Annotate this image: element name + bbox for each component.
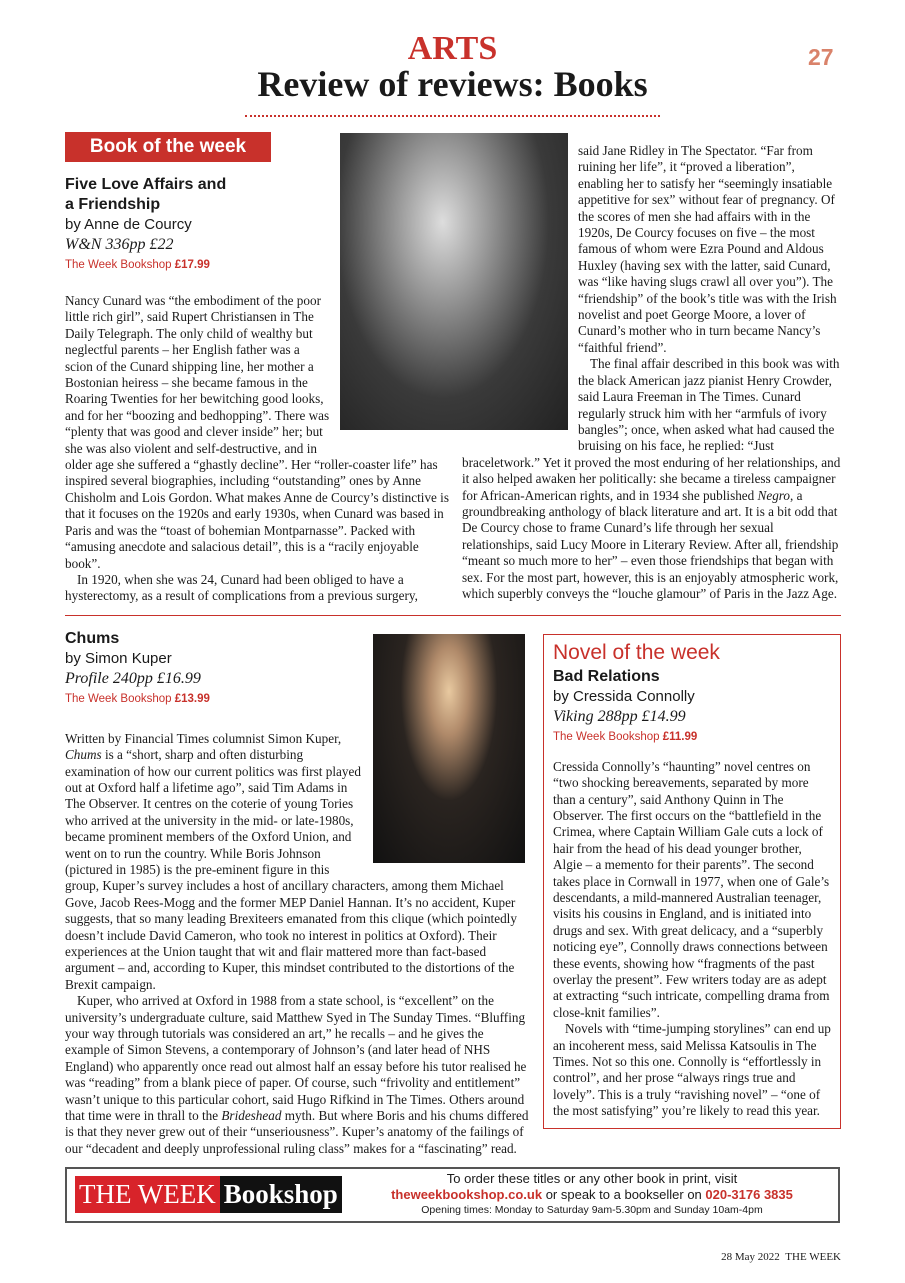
paragraph: Cressida Connolly’s “haunting” novel centres on “two shocking bereavements, separated by more than a century”, said Anthony Quinn in The Observer. The first occurs on the “battlefield in the Crimea, where Captain William Gale cuts a lock of hair from the head of his dead younger brother, Algie – a memento for their parents”. The second takes place in Cornwall in 1977, when one of Gale’s descendants, a mild-mannered Australian teenager, visits his cousins in England, and is initiated into drugs and sex. With great delicacy, and a “superbly noticing eye”, Connolly draws connections between these events, showing how “fragments of the past overlay the present”. Few writers today are as adept at extracting “such intricate, compelling drama from close-knit families”. [553,758,830,1020]
publication-name: THE WEEK [785,1251,841,1264]
shop-price: £11.99 [662,730,698,743]
review-text [553,759,831,1120]
book-title-italic: Brideshead [221,1108,282,1124]
text: Written by Financial Times columnist Simon Kuper, [65,730,342,746]
photo-wrap [365,629,530,869]
shop-label: The Week Bookshop [553,730,663,743]
bookshop-banner [65,1167,840,1223]
photo-wrap [330,132,455,448]
contact-line [357,1187,827,1203]
logo-red-part: THE WEEK [75,1176,220,1213]
opening-hours: Opening times: Monday to Saturday 9am-5.30pm and Sunday 10am-4pm [421,1204,763,1217]
book-of-week-article [65,132,841,605]
book-author: by Anne de Courcy [65,216,192,233]
text: Kuper, who arrived at Oxford in 1988 from a state school, is “excellent” on the university’s undergraduate culture, said Matthew Syed in The Sunday Times. “Bluffing your way through tutorials was considered an art,” he recalls – and he gives the example of Simon Stevens, a contemporary of Johnson’s (and later head of NHS England) who apparently once read out almost half an essay before his tutor realised he was “reading” from a blank piece of paper. Of course, such “frivolity and entitlement” wasn’t unique to this particular cohort, said Hugo Rifkind in The Times. Others around that time were in thrall to the [65,993,527,1124]
text: replied: “Just braceletwork.” Yet it proved the most enduring of her relationships, and it also helped awaken her politically: she became a tireless campaigner for African-American rights, and in 1934 she published [462,438,841,503]
photo-spacer [462,143,578,443]
book-title: Bad Relations [553,667,660,685]
shop-price: £13.99 [174,692,210,705]
book-title-italic: Chums [65,747,102,763]
paragraph: Novels with “time-jumping storylines” can end up an incoherent mess, said Melissa Katsoulis in The Times. Not so this one. Connolly is “effortlessly in control”, and her prose “always rings true and lovely”. This is a truly “ravishing novel” – “one of the most satisfying” you’re likely to read this year. [553,1021,831,1119]
book-publisher: W&N 336pp £22 [65,236,174,253]
text: Nancy Cunard was “the embodiment of the poor little rich girl”, said Rupert Christiansen in The Daily Telegraph. The only child of wealthy but neglectful parents – her English father was a scion of the Cunard shipping line, her mother a Bostonian heiress – she became famous in the Roaring Twenties for her bewitching good looks, and for her “boozing and bedhopping”. There was “plenty that was good and clever inside” her; [65,293,330,440]
text: The final affair described in this book was with the black American jazz pianist Henry Crowder, said Laura Freeman in The Times. Cunard regularly struck him with her “armfuls of ivory bangles”; once, when asked what had caused the bruising on his face, he [578,356,840,454]
paragraph [65,993,530,1157]
bookshop-price [553,727,831,747]
book-title: Five Love Affairs and [65,176,227,193]
paragraph: In 1920, when she was 24, Cunard had been obliged to have a hysterectomy, as a result of complications from a previous surgery, [65,571,418,604]
book-title-cont: a Friendship [65,196,161,213]
text: , a groundbreaking anthology of black literature and art. It is a bit odd that De Courcy chose to frame Cunard’s life through her sexual relationships, said Lucy Moore in Literary Review. After all, friendship “meant so much more to her” – even those friendships that began with sex. For the most part, however, this is an enjoyably atmospheric work, which superbly conveys the “louche glamour” of Paris in the Jazz Age. [462,487,839,601]
novel-of-week-badge: Novel of the week [553,640,720,664]
book-author: by Simon Kuper [65,649,172,667]
book-author: by Cressida Connolly [553,687,695,705]
order-info [357,1171,827,1218]
chums-article [65,629,530,1158]
text: is a “short, sharp and often disturbing examination of how our current politics was first played out at Oxford half a lifetime ago”, said Tim Adams in The Observer. It centres on the coterie of young Tories who arrived at the university in the mid- or late-1980s, became prominent members of the Oxford Union, and went on to run the country. While Boris Johnson (pictured in 1985) is the pre- [65,747,361,877]
book-publisher: Profile 240pp £16.99 [65,669,201,687]
issue-date: 28 May 2022 [721,1251,780,1264]
page-number: 27 [808,44,834,70]
book-publisher: Viking 288pp £14.99 [553,707,686,725]
shop-label: The Week Bookshop [65,259,175,271]
section-divider [65,615,841,616]
text: myth. But where Boris and his chums differed is that they never grew out of their “unseriousness”. Kuper’s anatomy of the failings of our “decadent and deeply unprofessional ruling class” makes for a “fascinating” read. [65,1108,529,1156]
book-of-week-badge: Book of the week [65,132,271,162]
bookshop-url-link[interactable]: theweekbookshop.co.uk [391,1187,543,1203]
title-divider [245,115,660,117]
bookshop-logo [75,1176,342,1213]
shop-label: The Week Bookshop [65,692,175,705]
lower-articles [65,629,841,1158]
paragraph: said Jane Ridley in The Spectator. “Far from ruining her life”, it “proved a liberation”, enabling her to satisfy her “seemingly insatiable appetitive for sex” without fear of pregnancy. Of the scores of men she had affairs with in the 1920s, De Courcy focuses on five – the most famous of whom were Ezra Pound and Aldous Huxley (having sex with the latter, said Cunard, was “like having slugs crawl all over you”). The “friendship” of the book’s title was with the Irish novelist and poet George Moore, a lover of Cunard’s mother who in turn became Nancy’s “faithful friend”. [578,143,837,355]
text: or speak to a bookseller on [542,1187,706,1203]
phone-number: 020-3176 3835 [705,1187,793,1203]
page-title: Review of reviews: Books [257,64,648,104]
text: eminent figure in this group, Kuper’s survey includes a host of ancillary characters, among them Michael Gove, Jacob Rees-Mogg and the former MEP Daniel Hannan. It’s no accident, Kuper suggests, that so many leading Brexiteers emanated from this clique (which pointedly doesn’t include David Cameron, who took no interest in politics at Oxford). Their experiences at the Union taught that wit and flair mattered more than fact-based argument – and, according to Kuper, this mindset contributed to the distortions of the Brexit campaign. [65,861,517,992]
order-line: To order these titles or any other book in print, visit [446,1171,738,1187]
left-column [65,132,455,605]
section-label: ARTS [407,30,498,67]
book-title: Chums [65,629,120,647]
novel-of-week-box [543,634,841,1129]
boris-johnson-photo [373,634,525,863]
page-footer [65,1251,841,1263]
right-column [462,132,841,602]
logo-black-part: Bookshop [220,1176,342,1213]
text: but she was also violent and self-destructive, and in older age she suffered a “ghastly decline”. Her “roller-coaster life” has inspired several biographies, including “outstanding” ones by Anne Chisholm and Lois Gordon. What makes Anne de Courcy’s distinctive is that it focuses on the 1920s and early 1930s, when Cunard was based in Paris and was the “toast of bohemian Montparnasse”. Packed with “amusing anecdote and salacious detail”, this is a “racily enjoyable book”. [65,424,449,571]
shop-price: £17.99 [174,259,210,271]
book-title-italic: Negro [757,487,791,503]
